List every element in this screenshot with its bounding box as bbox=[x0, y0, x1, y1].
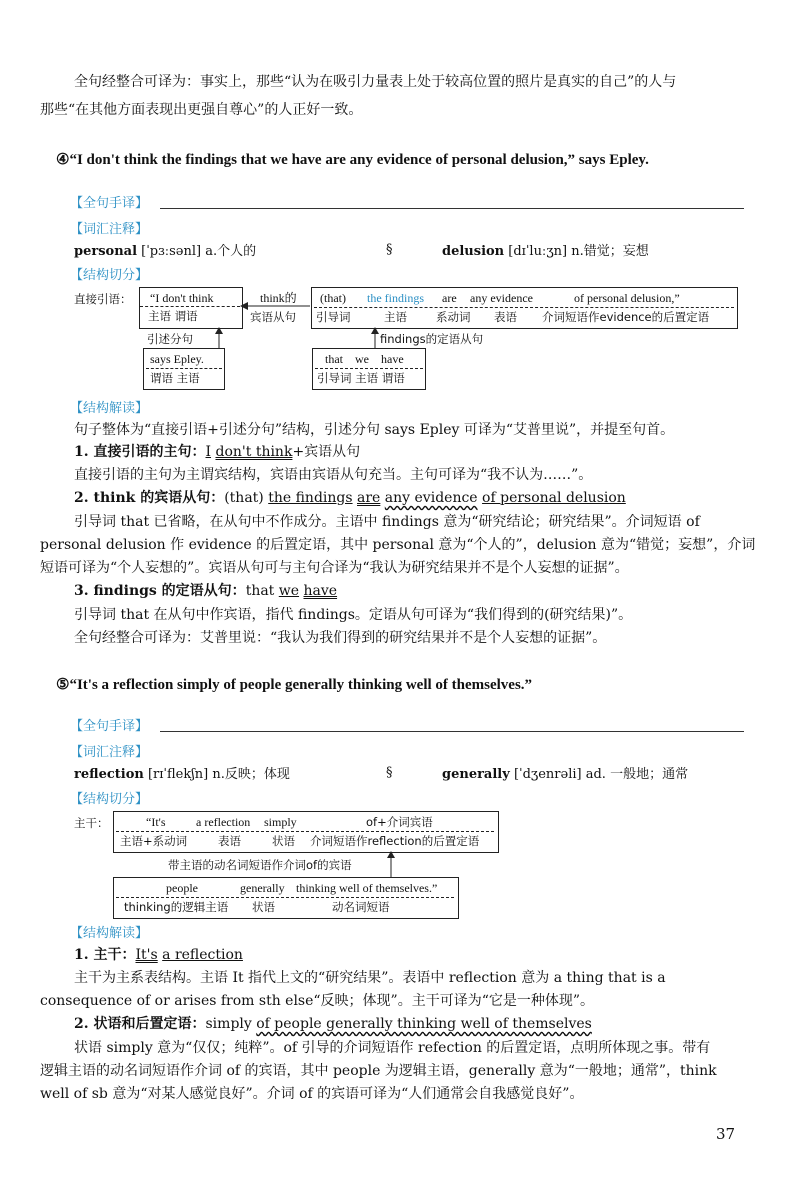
box-role: 主语 bbox=[384, 310, 407, 324]
up-arrow-icon bbox=[370, 327, 380, 349]
vocab-definition: [ˈdʒenrəli] ad. 一般地；通常 bbox=[513, 767, 689, 782]
diagram-box-relative-clause bbox=[312, 348, 426, 390]
section-mark-icon: § bbox=[386, 242, 393, 257]
verb-underline: are bbox=[357, 490, 381, 506]
box-role: 主语+系动词 bbox=[120, 834, 188, 848]
paragraph-line: 短语可译为“个人妄想的”。宾语从句可与主句合译为“我认为研究结果并不是个人妄想的证据”。 bbox=[40, 560, 629, 576]
box-text: are bbox=[442, 291, 457, 305]
diagram-box-main bbox=[113, 811, 499, 853]
vocab-word: delusion bbox=[442, 244, 505, 259]
paragraph-line: personal delusion 作 evidence 的后置定语，其中 personal 意为“个人的”，delusion 意为“错觉；妄想”，介词 bbox=[40, 537, 756, 553]
vocab-entry bbox=[74, 765, 290, 785]
predicative-underline: a reflection bbox=[162, 947, 243, 963]
vocab-entry bbox=[442, 765, 688, 785]
paragraph-line: 引导词 that 在从句中作宾语，指代 findings。定语从句可译为“我们得到的(研究结果)”。 bbox=[74, 607, 633, 623]
box-role: 谓语 主语 bbox=[150, 371, 200, 385]
subject-underline: we bbox=[278, 583, 300, 599]
box-text: the findings bbox=[367, 291, 424, 305]
analysis-heading bbox=[74, 1014, 592, 1034]
heading-label: 3. findings 的定语从句： bbox=[74, 583, 246, 599]
analysis-heading bbox=[74, 945, 243, 965]
box-role: 表语 bbox=[218, 834, 241, 848]
paragraph-line: consequence of or arises from sth else“反映；体现”。主干可译为“它是一种体现”。 bbox=[40, 993, 595, 1009]
answer-line[interactable] bbox=[160, 208, 744, 209]
paragraph-line: 逻辑主语的动名词短语作介词 of 的宾语，其中 people 为逻辑主语，generally 意为“一般地；通常”，think bbox=[40, 1063, 717, 1079]
box-text: people bbox=[166, 881, 198, 895]
page-number: 37 bbox=[716, 1125, 736, 1143]
modifier-underline: of personal delusion bbox=[482, 490, 626, 506]
vocab-definition: [dɪˈluːʒn] n.错觉；妄想 bbox=[508, 244, 649, 259]
paragraph-line: 那些“在其他方面表现出更强自尊心”的人正好一致。 bbox=[40, 102, 363, 118]
section-tag: 【词汇注释】 bbox=[70, 745, 149, 760]
box-role: 主语 谓语 bbox=[148, 309, 198, 323]
diagram-box-reporting bbox=[143, 348, 225, 390]
sentence-heading: ⑤“It's a reflection simply of people generally thinking well of themselves.” bbox=[56, 677, 533, 693]
box-role: 介词短语作reflection的后置定语 bbox=[310, 834, 480, 848]
vocab-definition: [ˈpɜːsənl] a.个人的 bbox=[141, 244, 257, 259]
analysis-heading bbox=[74, 581, 337, 601]
section-tag: 【全句手译】 bbox=[70, 196, 149, 211]
subject-verb-underline: It's bbox=[135, 947, 158, 963]
subject-underline: I bbox=[205, 444, 212, 460]
box-role: 系动词 bbox=[436, 310, 471, 324]
paragraph-line: 全句经整合可译为：事实上，那些“认为在吸引力量表上处于较高位置的照片是真实的自己”的人与 bbox=[74, 74, 677, 90]
heading-part: (that) bbox=[224, 490, 264, 506]
predicative-underline: any evidence bbox=[384, 490, 478, 506]
diagram-label: 引述分句 bbox=[147, 332, 193, 346]
section-tag: 【结构切分】 bbox=[70, 268, 149, 283]
box-text: of personal delusion,” bbox=[574, 291, 680, 305]
heading-label: 1. 直接引语的主句： bbox=[74, 444, 206, 460]
box-divider bbox=[140, 306, 240, 307]
box-divider bbox=[116, 831, 494, 832]
box-role: 表语 bbox=[494, 310, 517, 324]
vocab-word: personal bbox=[74, 244, 138, 259]
box-text: “I don't think bbox=[150, 291, 214, 305]
heading-label: 1. 主干： bbox=[74, 947, 136, 963]
diagram-label: 带主语的动名词短语作介词of的宾语 bbox=[168, 858, 352, 872]
predicate-underline: don't think bbox=[215, 444, 293, 460]
diagram-box-gerund bbox=[113, 877, 459, 919]
box-divider bbox=[315, 368, 423, 369]
sentence-heading: ④“I don't think the findings that we have are any evidence of personal delusion,” says Epley. bbox=[56, 152, 649, 168]
paragraph-line: 引导词 that 已省略，在从句中不作成分。主语中 findings 意为“研究结论；研究结果”。介词短语 of bbox=[74, 514, 700, 530]
diagram-label: 直接引语： bbox=[74, 292, 132, 306]
box-divider bbox=[116, 897, 454, 898]
modifier-underline: of people generally thinking well of themselves bbox=[256, 1016, 592, 1032]
paragraph-line: 主干为主系表结构。主语 It 指代上文的“研究结果”。表语中 reflection 意为 a thing that is a bbox=[74, 970, 666, 986]
subject-underline: the findings bbox=[268, 490, 353, 506]
heading-rest: +宾语从句 bbox=[292, 444, 361, 460]
diagram-label: 主干： bbox=[74, 816, 109, 830]
box-role: 引导词 bbox=[316, 310, 351, 324]
heading-part: that bbox=[245, 583, 275, 599]
box-text: simply bbox=[264, 815, 297, 829]
analysis-heading bbox=[74, 488, 626, 508]
box-text: a reflection bbox=[196, 815, 251, 829]
section-tag: 【词汇注释】 bbox=[70, 222, 149, 237]
box-role: 状语 bbox=[272, 834, 295, 848]
box-role: 引导词 主语 谓语 bbox=[317, 371, 405, 385]
section-mark-icon: § bbox=[386, 765, 393, 780]
analysis-heading bbox=[74, 442, 360, 462]
heading-part: simply bbox=[205, 1016, 257, 1032]
box-text: of+介词宾语 bbox=[366, 815, 433, 829]
box-text: says Epley. bbox=[150, 352, 204, 366]
box-role: 介词短语作evidence的后置定语 bbox=[542, 310, 710, 324]
vocab-word: reflection bbox=[74, 767, 144, 782]
box-text: that we have bbox=[325, 352, 404, 366]
box-divider bbox=[146, 368, 222, 369]
box-text: generally bbox=[240, 881, 285, 895]
box-text: any evidence bbox=[470, 291, 533, 305]
box-role: thinking的逻辑主语 bbox=[124, 900, 229, 914]
arrow-label: 宾语从句 bbox=[250, 310, 296, 324]
section-tag: 【结构解读】 bbox=[70, 926, 149, 941]
predicate-underline: have bbox=[303, 583, 338, 599]
heading-label: 2. think 的宾语从句： bbox=[74, 490, 225, 506]
diagram-box-main bbox=[139, 287, 243, 329]
box-text: thinking well of themselves.” bbox=[296, 881, 438, 895]
vocab-word: generally bbox=[442, 767, 510, 782]
box-divider bbox=[314, 307, 734, 308]
section-tag: 【结构解读】 bbox=[70, 401, 149, 416]
box-role: 动名词短语 bbox=[332, 900, 390, 914]
section-tag: 【全句手译】 bbox=[70, 719, 149, 734]
answer-line[interactable] bbox=[160, 731, 744, 732]
vocab-entry bbox=[442, 242, 649, 262]
vocab-definition: [rɪˈflekʃn] n.反映；体现 bbox=[147, 767, 290, 782]
diagram-label: findings的定语从句 bbox=[380, 332, 484, 346]
box-text: “It's bbox=[146, 815, 166, 829]
paragraph-line: 句子整体为“直接引语+引述分句”结构，引述分句 says Epley 可译为“艾普里说”，并提至句首。 bbox=[74, 422, 675, 438]
heading-label: 2. 状语和后置定语： bbox=[74, 1016, 206, 1032]
box-role: 状语 bbox=[252, 900, 275, 914]
paragraph-line: well of sb 意为“对某人感觉良好”。介词 of 的宾语可译为“人们通常会自我感觉良好”。 bbox=[40, 1086, 584, 1102]
up-arrow-icon bbox=[386, 851, 396, 877]
up-arrow-icon bbox=[214, 327, 224, 349]
paragraph-line: 全句经整合可译为：艾普里说：“我认为我们得到的研究结果并不是个人妄想的证据”。 bbox=[74, 630, 607, 646]
box-text: (that) bbox=[320, 291, 346, 305]
left-arrow-icon bbox=[240, 300, 312, 312]
vocab-entry bbox=[74, 242, 256, 262]
arrow-label: think的 bbox=[260, 291, 297, 305]
diagram-box-object-clause bbox=[311, 287, 738, 329]
paragraph-line: 状语 simply 意为“仅仅；纯粹”。of 引导的介词短语作 refection 的后置定语，点明所体现之事。带有 bbox=[74, 1040, 711, 1056]
section-tag: 【结构切分】 bbox=[70, 792, 149, 807]
paragraph-line: 直接引语的主句为主谓宾结构，宾语由宾语从句充当。主句可译为“我不认为……”。 bbox=[74, 467, 593, 483]
